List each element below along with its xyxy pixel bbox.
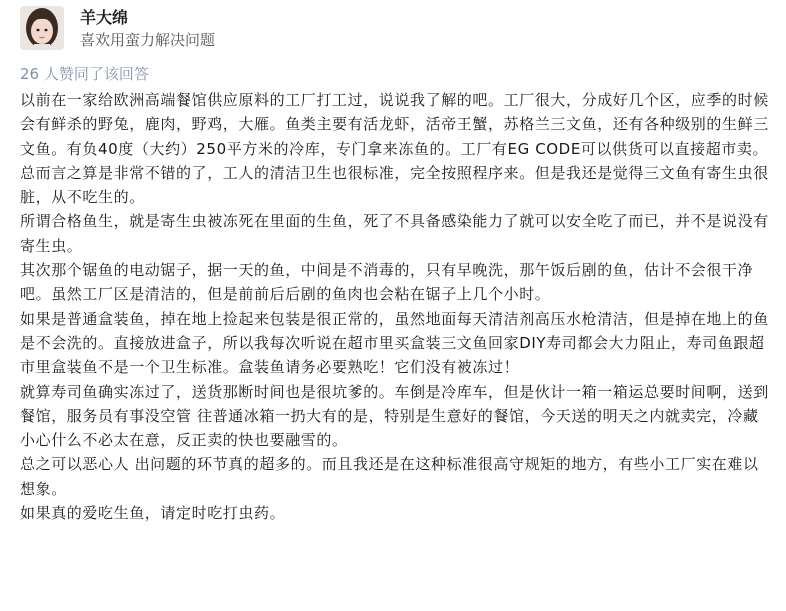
avatar-image xyxy=(20,6,64,50)
answer-paragraph: 如果真的爱吃生鱼，请定时吃打虫药。 xyxy=(20,504,286,523)
answer-paragraph: 以前在一家给欧洲高端餐馆供应原料的工厂打工过，说说我了解的吧。工厂很大，分成好几个区，应季的时候会有鲜杀的野兔，鹿肉，野鸡，大雁。鱼类主要有活龙虾，活帝王蟹，苏格兰三文鱼，还有各种级别的生鲜三文鱼。有负40度（大约）250平方米的冷库，专门拿来冻鱼的。工厂有EG CODE可以供货可以直接超市卖。总而言之算是非常不错的了，工人的清洁卫生也很标准，完全按照程序来。但是我还是觉得三文鱼有寄生虫很脏，从不吃生的。 xyxy=(20,91,769,207)
answer-paragraph: 就算寿司鱼确实冻过了，送货那断时间也是很坑爹的。车倒是冷库车，但是伙计一箱一箱运总要时间啊，送到餐馆，服务员有事没空管 往普通冰箱一扔大有的是，特别是生意好的餐馆，今天送的明天之内就卖完，冷藏小心什么不必太在意，反正卖的快也要融雪的。 xyxy=(20,382,769,450)
answer-paragraph: 所谓合格鱼生，就是寄生虫被冻死在里面的生鱼，死了不具备感染能力了就可以安全吃了而已，并不是说没有寄生虫。 xyxy=(20,212,769,255)
author-name[interactable]: 羊大绵 xyxy=(80,8,129,27)
answer-paragraph: 总之可以恶心人 出问题的环节真的超多的。而且我还是在这种标准很高守规矩的地方，有些小工厂实在难以想象。 xyxy=(20,455,759,498)
author-info xyxy=(20,6,215,50)
answer-paragraph: 如果是普通盒装鱼，掉在地上捡起来包装是很正常的，虽然地面每天清洁剂高压水枪清洁，但是掉在地上的鱼是不会洗的。直接放进盒子，所以我每次听说在超市里买盒装三文鱼回家DIY寿司都会大力阻止，寿司鱼跟超市里盒装鱼不是一个卫生标准。盒装鱼请务必要熟吃！它们没有被冻过！ xyxy=(20,309,769,377)
answer-content xyxy=(20,88,772,525)
answer-paragraph: 其次那个锯鱼的电动锯子，据一天的鱼，中间是不消毒的，只有早晚洗，那午饭后剧的鱼，估计不会很干净吧。虽然工厂区是清洁的，但是前前后后剧的鱼肉也会粘在锯子上几个小时。 xyxy=(20,261,754,304)
vote-count-text[interactable]: 26 人赞同了该回答 xyxy=(20,65,149,83)
avatar[interactable] xyxy=(20,6,64,50)
author-headline: 喜欢用蛮力解决问题 xyxy=(80,31,216,49)
